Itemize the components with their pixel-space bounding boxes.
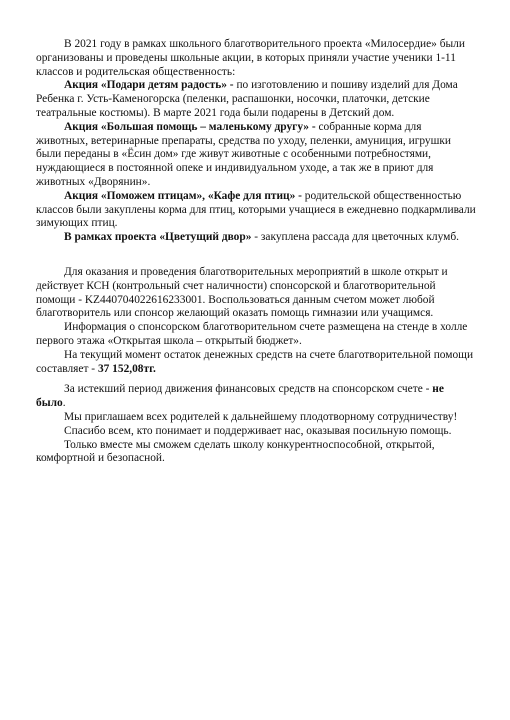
paragraph-gap bbox=[36, 245, 476, 266]
action-gift-paragraph bbox=[36, 79, 476, 120]
action-big-help-paragraph bbox=[36, 121, 476, 190]
intro-paragraph: В 2021 году в рамках школьного благотворительного проекта «Милосердие» были организованы и проведены школьные акции, в которых приняли участие ученики 1-11 классов и родительская общественность: bbox=[36, 38, 465, 78]
action-yard-text: - закуплена рассада для цветочных клумб. bbox=[251, 231, 460, 244]
action-yard-title: В рамках проекта «Цветущий двор» bbox=[64, 231, 252, 244]
action-gift-text: по изготовлению и пошиву изделий для Дома Ребенка г. Усть-Каменогорска (пеленки, распашонки, носочки, платочки, детские театральные костюмы). В марте 2021 года были подарены в Детский дом. bbox=[36, 79, 458, 119]
balance-prefix: На текущий момент остаток денежных средств на счете благотворительной помощи составляет - bbox=[36, 348, 474, 375]
info-paragraph: Информация о спонсорском благотворительном счете размещена на стенде в холле первого этажа «Открытая школа – открытый бюджет». bbox=[36, 321, 468, 347]
action-big-help-text: собранные корма для животных, ветеринарные препараты, средства по уходу, пеленки, амуниция, игрушки были переданы в «Ёсин дом» где живут животные с особенными потребностями, нуждающиеся в постоянной опеке и индивидуальном уходе, а так же в приют для животных «Дворянин». bbox=[36, 120, 452, 188]
movement-value: не было bbox=[36, 383, 444, 410]
action-big-help-title: Акция «Большая помощь – маленькому другу» - bbox=[64, 120, 316, 133]
balance-paragraph bbox=[36, 349, 476, 377]
ksn-paragraph: Для оказания и проведения благотворительных мероприятий в школе открыт и действует КСН (контрольный счет наличности) спонсорской и благотворительной помощи - KZ440704022616233001. Воспользоваться данным счетом может любой благотворитель или спонсор желающий оказать помощь гимназии или учащимся. bbox=[36, 265, 448, 320]
document-body bbox=[36, 38, 476, 466]
action-birds-title: Акция «Поможем птицам», «Кафе для птиц» - bbox=[64, 189, 302, 202]
paragraph-gap-small bbox=[36, 376, 476, 383]
action-yard-paragraph bbox=[36, 231, 476, 245]
movement-suffix: . bbox=[62, 397, 66, 410]
movement-paragraph bbox=[36, 383, 476, 411]
invite-paragraph: Мы приглашаем всех родителей к дальнейшему плодотворному сотрудничеству! bbox=[64, 410, 458, 423]
thanks-paragraph: Спасибо всем, кто понимает и поддерживает нас, оказывая посильную помощь. bbox=[64, 424, 452, 437]
action-gift-title: Акция «Подари детям радость» - bbox=[64, 79, 234, 92]
movement-prefix: За истекший период движения финансовых средств на спонсорском счете - bbox=[64, 383, 430, 396]
balance-value: 37 152,08тг. bbox=[95, 362, 156, 375]
closing-paragraph: Только вместе мы сможем сделать школу конкурентноспособной, открытой, комфортной и безопасной. bbox=[36, 438, 435, 465]
action-birds-paragraph bbox=[36, 190, 476, 231]
action-birds-text: родительской общественностью классов были закуплены корма для птиц, которыми учащиеся в ежедневно подкармливали зимующих птиц. bbox=[36, 189, 476, 230]
